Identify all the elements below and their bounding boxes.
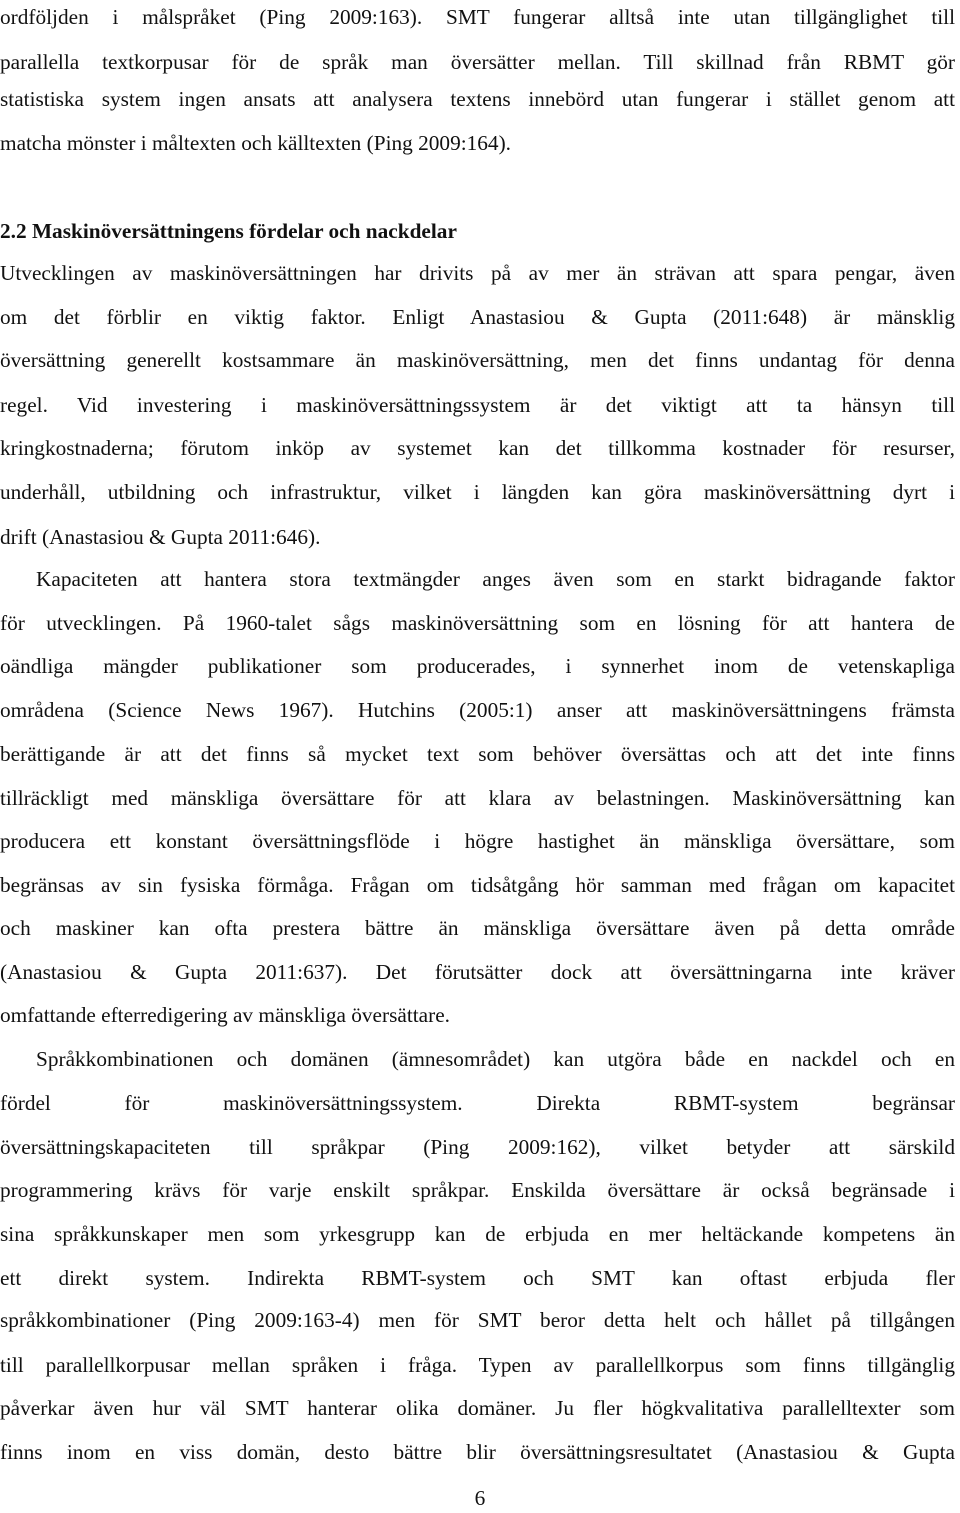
- text-line: översättningskapaciteten till språkpar (Ping 2009:162), vilket betyder att särskild: [0, 1135, 955, 1159]
- text-line: drift (Anastasiou & Gupta 2011:646).: [0, 525, 321, 549]
- text-line: finns inom en viss domän, desto bättre blir översättningsresultatet (Anastasiou & Gupta: [0, 1440, 955, 1464]
- text-line: Språkkombinationen och domänen (ämnesområdet) kan utgöra både en nackdel och en: [36, 1047, 955, 1071]
- text-line: ett direkt system. Indirekta RBMT-system och SMT kan oftast erbjuda fler: [0, 1266, 955, 1290]
- text-line: oändliga mängder publikationer som producerades, i synnerhet inom de vetenskapliga: [0, 654, 955, 678]
- text-line: tillräckligt med mänskliga översättare för att klara av belastningen. Maskinöversättning kan: [0, 786, 955, 810]
- text-line: sina språkkunskaper men som yrkesgrupp kan de erbjuda en mer heltäckande kompetens än: [0, 1222, 955, 1246]
- text-line: matcha mönster i måltexten och källtexten (Ping 2009:164).: [0, 131, 512, 155]
- text-line: översättning generellt kostsammare än maskinöversättning, men det finns undantag för denna: [0, 348, 955, 372]
- text-line: kringkostnaderna; förutom inköp av systemet kan det tillkomma kostnader för resurser,: [0, 436, 955, 460]
- text-line: ordföljden i målspråket (Ping 2009:163). SMT fungerar alltså inte utan tillgänglighet till: [0, 5, 955, 29]
- text-line: berättigande är att det finns så mycket text som behöver översättas och att det inte finns: [0, 742, 955, 766]
- text-line: programmering krävs för varje enskilt språkpar. Enskilda översättare är också begränsade i: [0, 1178, 955, 1202]
- text-line: områdena (Science News 1967). Hutchins (2005:1) anser att maskinöversättningens främsta: [0, 698, 955, 722]
- text-line: parallella textkorpusar för de språk man översätter mellan. Till skillnad från RBMT gör: [0, 50, 955, 74]
- text-line: statistiska system ingen ansats att analysera textens innebörd utan fungerar i stället genom att: [0, 87, 955, 111]
- text-line: omfattande efterredigering av mänskliga översättare.: [0, 1003, 450, 1027]
- text-line: om det förblir en viktig faktor. Enligt Anastasiou & Gupta (2011:648) är mänsklig: [0, 305, 955, 329]
- text-line: Kapaciteten att hantera stora textmängder anges även som en starkt bidragande faktor: [36, 567, 955, 591]
- text-line: språkkombinationer (Ping 2009:163-4) men för SMT beror detta helt och hållet på tillgången: [0, 1308, 955, 1332]
- text-line: underhåll, utbildning och infrastruktur, vilket i längden kan göra maskinöversättning dyrt i: [0, 480, 955, 504]
- text-line: till parallellkorpusar mellan språken i fråga. Typen av parallellkorpus som finns tillgänglig: [0, 1353, 955, 1377]
- text-line: och maskiner kan ofta prestera bättre än mänskliga översättare även på detta område: [0, 916, 955, 940]
- text-line: begränsas av sin fysiska förmåga. Frågan om tidsåtgång hör samman med frågan om kapacitet: [0, 873, 955, 897]
- text-line: för utvecklingen. På 1960-talet sågs maskinöversättning som en lösning för att hantera de: [0, 611, 955, 635]
- page-number: 6: [474, 1486, 486, 1510]
- text-line: regel. Vid investering i maskinöversättningssystem är det viktigt att ta hänsyn till: [0, 393, 955, 417]
- text-line: producera ett konstant översättningsflöde i högre hastighet än mänskliga översättare, som: [0, 829, 955, 853]
- section-heading: 2.2 Maskinöversättningens fördelar och nackdelar: [0, 219, 457, 243]
- text-line: påverkar även hur väl SMT hanterar olika domäner. Ju fler högkvalitativa parallelltexter som: [0, 1396, 955, 1420]
- text-line: (Anastasiou & Gupta 2011:637). Det förutsätter dock att översättningarna inte kräver: [0, 960, 955, 984]
- text-line: Utvecklingen av maskinöversättningen har drivits på av mer än strävan att spara pengar, även: [0, 261, 955, 285]
- text-line: fördel för maskinöversättningssystem. Direkta RBMT-system begränsar: [0, 1091, 955, 1115]
